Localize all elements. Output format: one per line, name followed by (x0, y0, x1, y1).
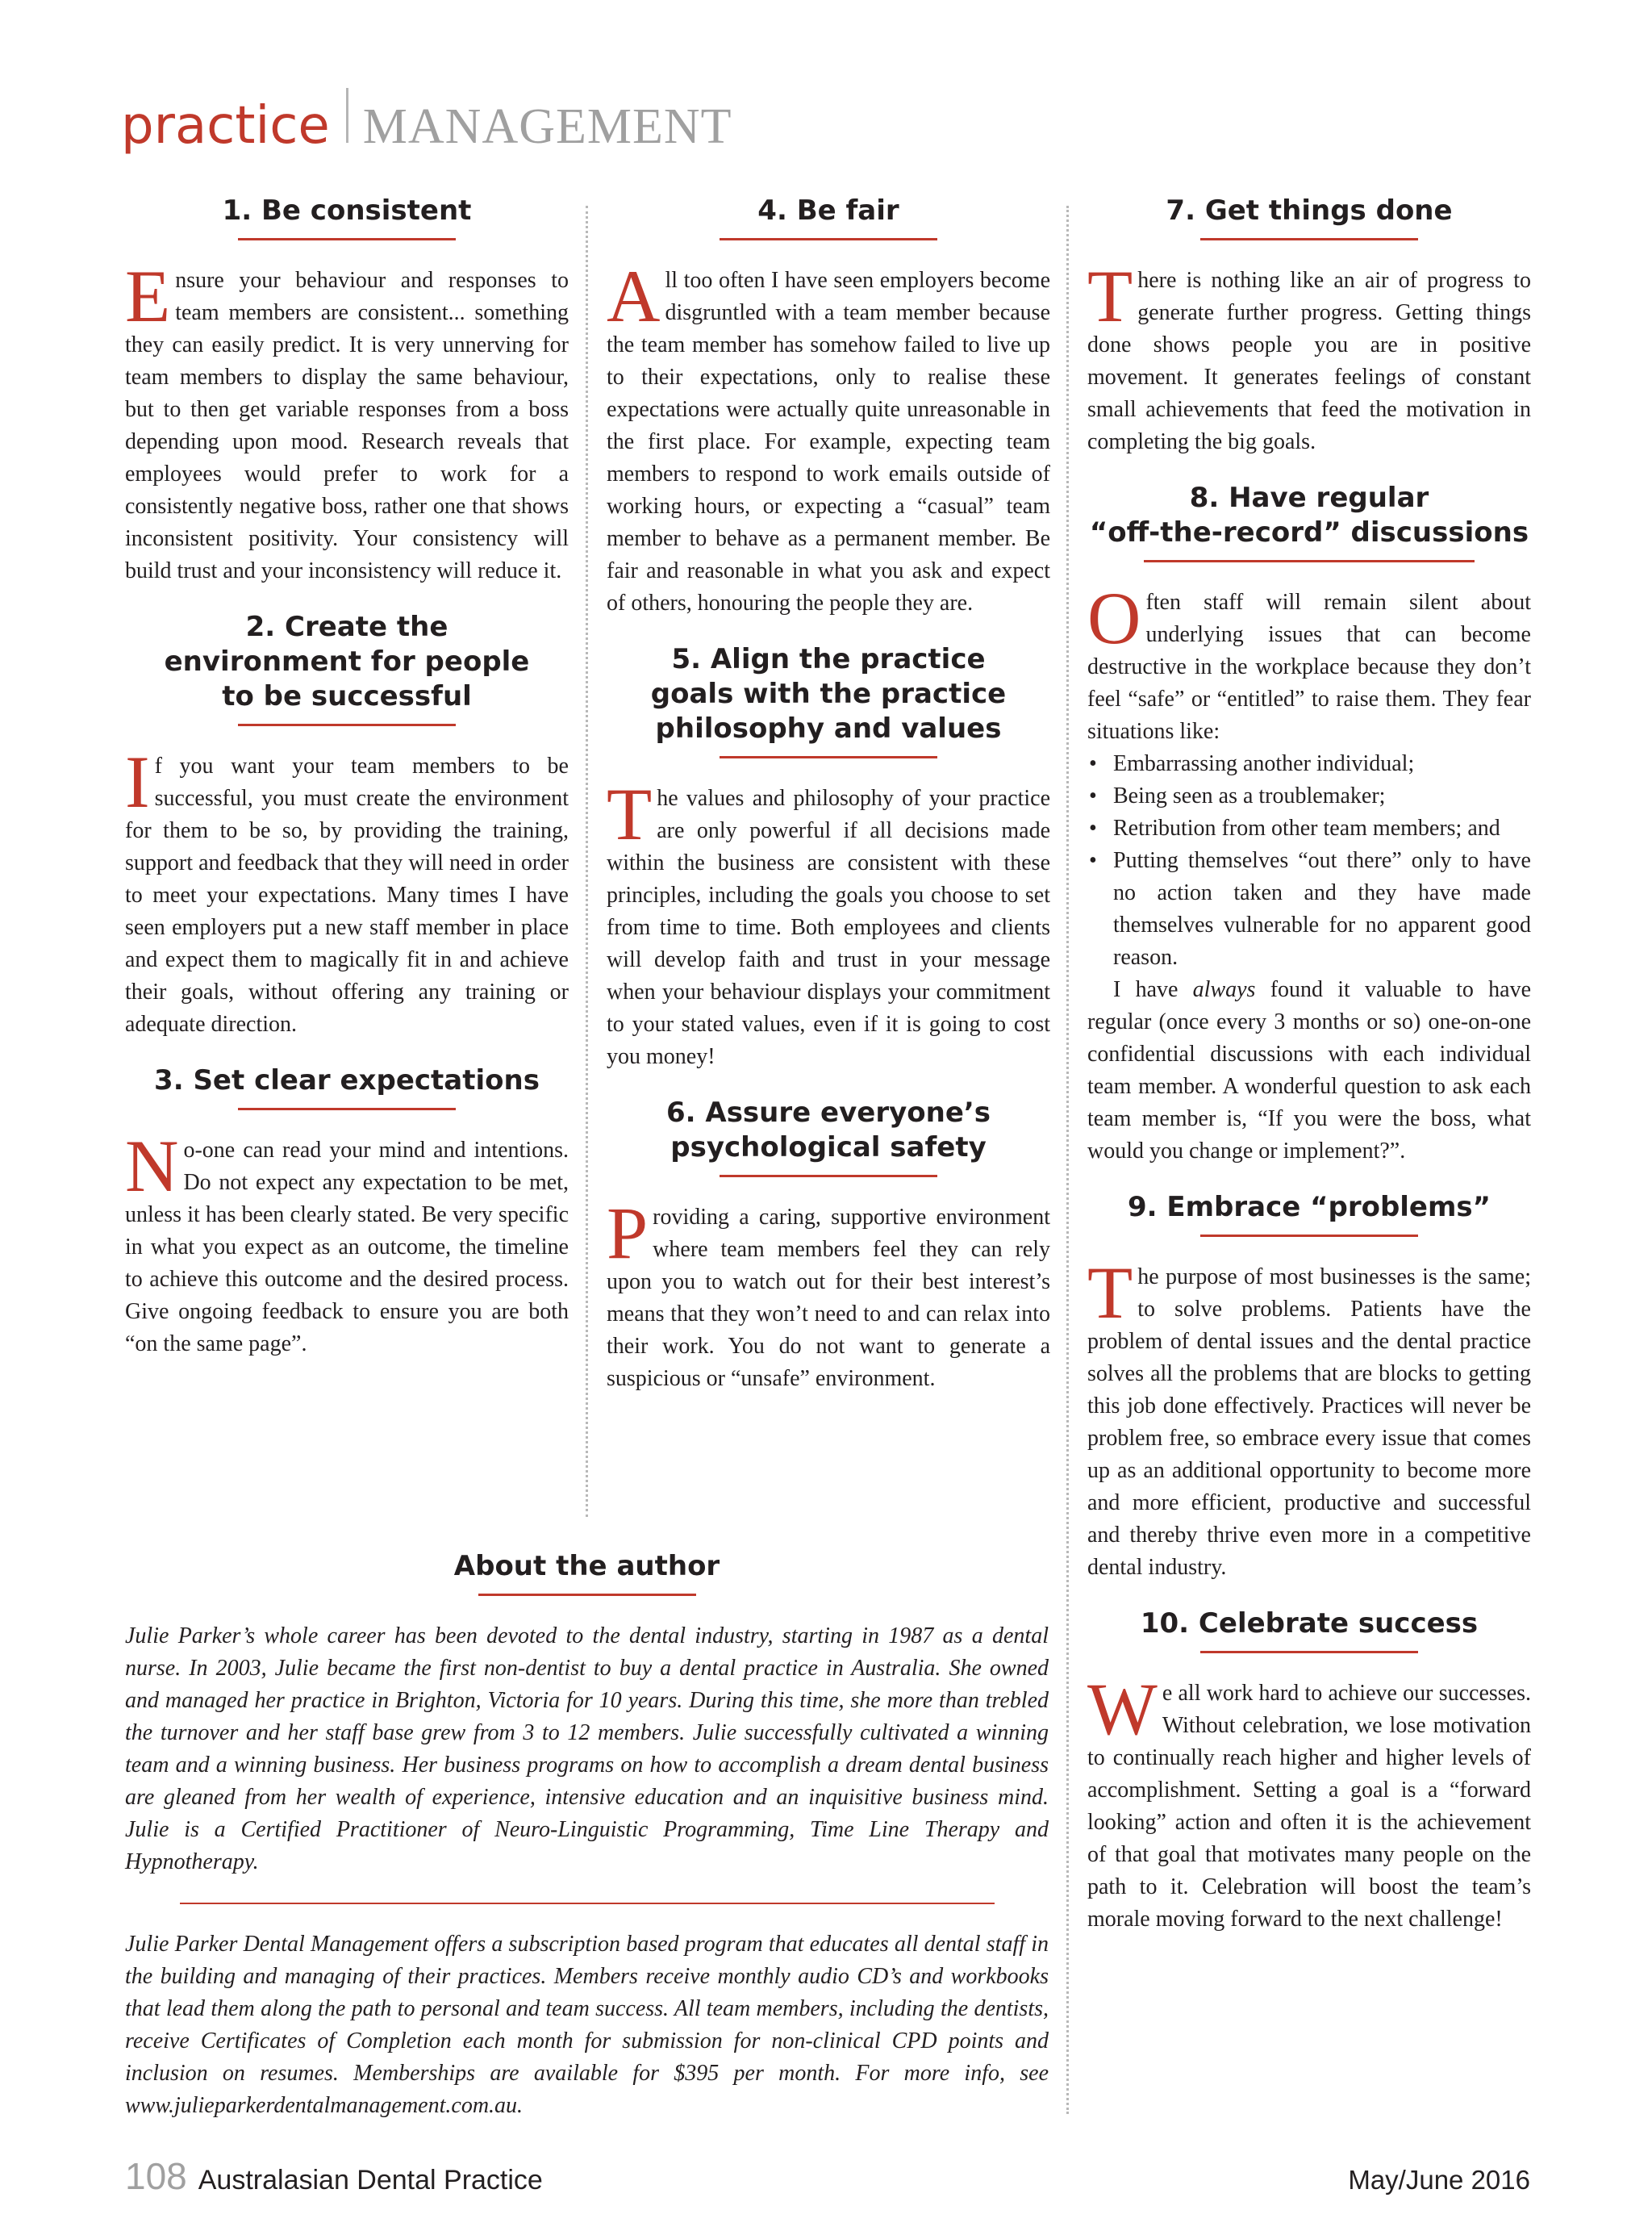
title-underline (720, 238, 937, 240)
page-number: 108 (125, 2155, 187, 2197)
section-set-clear-expectations (125, 1063, 569, 1360)
title-underline (1200, 238, 1418, 240)
body-text: I have (1113, 977, 1193, 1002)
title-line: psychological safety (670, 1131, 987, 1164)
drop-cap: E (125, 255, 171, 337)
title-underline (238, 724, 456, 726)
title-line: environment for people (164, 645, 530, 678)
body-text: he purpose of most businesses is the same; to solve problems. Patients have the problem of dental issues and the dental practice solves all the problems that are blocks to getting this job done effectively. Practices will never be problem free, so embrace every issue that comes up as an additional opportunity to become more and more efficient, productive and successful and thereby thrive even more in a competitive dental industry. (1087, 1264, 1531, 1580)
column-divider (1066, 206, 1069, 2114)
section-body (1087, 577, 1531, 748)
section-body (125, 1125, 569, 1360)
title-underline (238, 238, 456, 240)
author-bio: Julie Parker’s whole career has been devoted to the dental industry, starting in 1987 as a dental nurse. In 2003, Julie became the first non-dentist to buy a dental practice in Australia. She owned and managed her practice in Brighton, Victoria for 10 years. During this time, she more than trebled the turnover and her staff base grew from 3 to 12 members. Julie successfully cultivated a winning team and a winning business. Her business programs on how to accomplish a dream dental business are gleaned from her wealth of experience, intensive education and an inquisitive business mind. Julie is a Certified Practitioner of Neuro-Linguistic Programming, Time Line Therapy and Hypnotherapy. (125, 1623, 1049, 1874)
section-title: 9. Embrace “problems” (1127, 1191, 1491, 1223)
body-text: roviding a caring, supportive environment where team members feel they can rely upon you to watch out for their best interest’s means that they won’t need to and can relax into their work. You do not want to generate a suspicious or “unsafe” environment. (607, 1205, 1050, 1391)
subsection-label: MANAGEMENT (362, 99, 732, 154)
section-title: 3. Set clear expectations (154, 1064, 540, 1097)
drop-cap: I (125, 741, 150, 823)
section-title: 7. Get things done (1166, 194, 1453, 227)
section-body (125, 255, 569, 587)
column-1 (125, 194, 569, 1517)
section-body (607, 1192, 1050, 1395)
section-embrace-problems (1087, 1190, 1531, 1584)
section-label: practice (121, 96, 330, 156)
section-title: 1. Be consistent (222, 194, 472, 227)
drop-cap: T (1087, 1251, 1133, 1334)
title-line: goals with the practice (650, 678, 1007, 710)
title-underline (1200, 1235, 1418, 1237)
body-text: f you want your team members to be successful, you must create the environment for them to be so, by providing the training, support and feedback that they will need in order to meet your expectations. Many times I have seen employers put a new staff member in place and expect them to magically fit in and achieve their goals, without offering any training or adequate direction. (125, 754, 569, 1037)
drop-cap: P (607, 1192, 649, 1274)
list-item: • Being seen as a troublemaker; (1087, 780, 1531, 813)
body-text: e all work hard to achieve our successes. Without celebration, we lose motivation to continually reach higher and higher levels of accomplishment. Setting a goal is a “forward looking” action and often it is the achievement of that goal that motivates many people on the path to it. Celebration will boost the team’s morale moving forward to the next challenge! (1087, 1681, 1531, 1932)
section-body (1087, 255, 1531, 458)
column-2 (607, 194, 1050, 1517)
body-text: o-one can read your mind and intentions. Do not expect any expectation to be met, unless it has been clearly stated. Be very specific in what you expect as an outcome, the timeline to achieve this outcome and the desired process. Give ongoing feedback to ensure you are both “on the same page”. (125, 1138, 569, 1356)
section-create-environment (125, 610, 569, 1041)
issue-date: May/June 2016 (1348, 2165, 1530, 2195)
list-item: • Embarrassing another individual; (1087, 748, 1531, 780)
section-title: 4. Be fair (757, 194, 899, 227)
page-header (121, 79, 732, 156)
header-divider (346, 88, 348, 143)
title-line: 6. Assure everyone’s (665, 1097, 991, 1129)
title-line: to be successful (222, 680, 472, 712)
body-text: found it valuable to have regular (once every 3 months or so) one-on-one confidential discussions with each individual team member. A wonderful question to ask each team member is, “If you were the boss, what would you change or implement?”. (1087, 977, 1532, 1164)
drop-cap: T (1087, 255, 1133, 337)
column-divider (586, 206, 588, 1517)
title-underline (1144, 560, 1475, 562)
section-celebrate-success (1087, 1606, 1531, 1936)
section-off-the-record (1087, 481, 1531, 1168)
section-closing (1087, 974, 1531, 1168)
title-underline (238, 1108, 456, 1110)
title-underline (1200, 1651, 1418, 1653)
title-underline (720, 1175, 937, 1177)
title-underline (478, 1594, 696, 1596)
section-title (607, 1096, 1050, 1165)
body-text: nsure your behaviour and responses to team members are consistent... something they can easily predict. It is very unnerving for team members to display the same behaviour, but to then get variable responses from a boss depending upon mood. Research reveals that employees would prefer to work for a consistently negative boss, rather one that shows inconsistent positivity. Your consistency will build trust and your inconsistency will reduce it. (125, 268, 569, 583)
section-title (607, 642, 1050, 746)
program-info: Julie Parker Dental Management offers a subscription based program that educates all dental staff in the building and managing of their practices. Members receive monthly audio CD’s and workbooks that lead them along the path to personal and team success. All team members, including the dentists, receive Certificates of Completion each month for submission for non-clinical CPD points and inclusion on resumes. Memberships are available for $395 per month. For more info, see www.julieparkerdentalmanagement.com.au. (125, 1932, 1049, 2118)
drop-cap: N (125, 1125, 179, 1207)
title-line: “off-the-record” discussions (1089, 516, 1529, 549)
title-underline (720, 756, 937, 758)
drop-cap: T (607, 773, 653, 855)
title-line: 8. Have regular (1189, 482, 1429, 514)
publication-name: Australasian Dental Practice (198, 2165, 543, 2195)
column-3 (1087, 194, 1531, 2106)
section-body (125, 741, 569, 1041)
section-body (1087, 1668, 1531, 1936)
body-text: he values and philosophy of your practice are only powerful if all decisions made within the business are consistent with these principles, including the goals you choose to set from time to time. Both employees and clients will develop faith and trust in your message when your behaviour displays your commitment to your stated values, even if it is going to cost you money! (607, 786, 1050, 1069)
list-item: • Putting themselves “out there” only to have no action taken and they have made themselves vulnerable for no apparent good reason. (1087, 845, 1531, 974)
drop-cap: A (607, 255, 661, 337)
section-body (607, 773, 1050, 1073)
section-title: 10. Celebrate success (1140, 1607, 1479, 1640)
section-psychological-safety (607, 1096, 1050, 1395)
title-line: 2. Create the (245, 611, 448, 643)
section-body (607, 255, 1050, 620)
drop-cap: O (1087, 577, 1141, 659)
title-line: philosophy and values (655, 712, 1002, 745)
body-text: here is nothing like an air of progress to generate further progress. Getting things done shows people you are in positive movement. It generates feelings of constant small achievements that feed the motivation in completing the big goals. (1087, 268, 1531, 454)
drop-cap: W (1087, 1668, 1158, 1750)
author-divider (180, 1903, 995, 1904)
section-title (1087, 481, 1531, 550)
section-get-things-done (1087, 194, 1531, 458)
emphasis-text: always (1192, 977, 1256, 1002)
section-title: About the author (453, 1550, 720, 1582)
list-item: • Retribution from other team members; and (1087, 813, 1531, 845)
section-be-fair (607, 194, 1050, 620)
fear-list (1087, 748, 1531, 974)
section-title (125, 610, 569, 714)
section-align-practice (607, 642, 1050, 1073)
body-text: ften staff will remain silent about underlying issues that can become destructive in the workplace because they don’t feel “safe” or “entitled” to raise them. They fear situations like: (1087, 590, 1531, 744)
title-line: 5. Align the practice (671, 643, 986, 675)
page-footer (125, 2154, 1530, 2203)
section-be-consistent (125, 194, 569, 587)
about-the-author (125, 1549, 1049, 2122)
body-text: ll too often I have seen employers become disgruntled with a team member because the team member has somehow failed to live up to their expectations, only to realise these expectations were actually quite unreasonable in the first place. For example, expecting team members to respond to work emails outside of working hours, or expecting a “casual” team member to behave as a permanent member. Be fair and reasonable in what you ask and expect of others, honouring the people they are. (607, 268, 1050, 616)
section-body (1087, 1251, 1531, 1584)
